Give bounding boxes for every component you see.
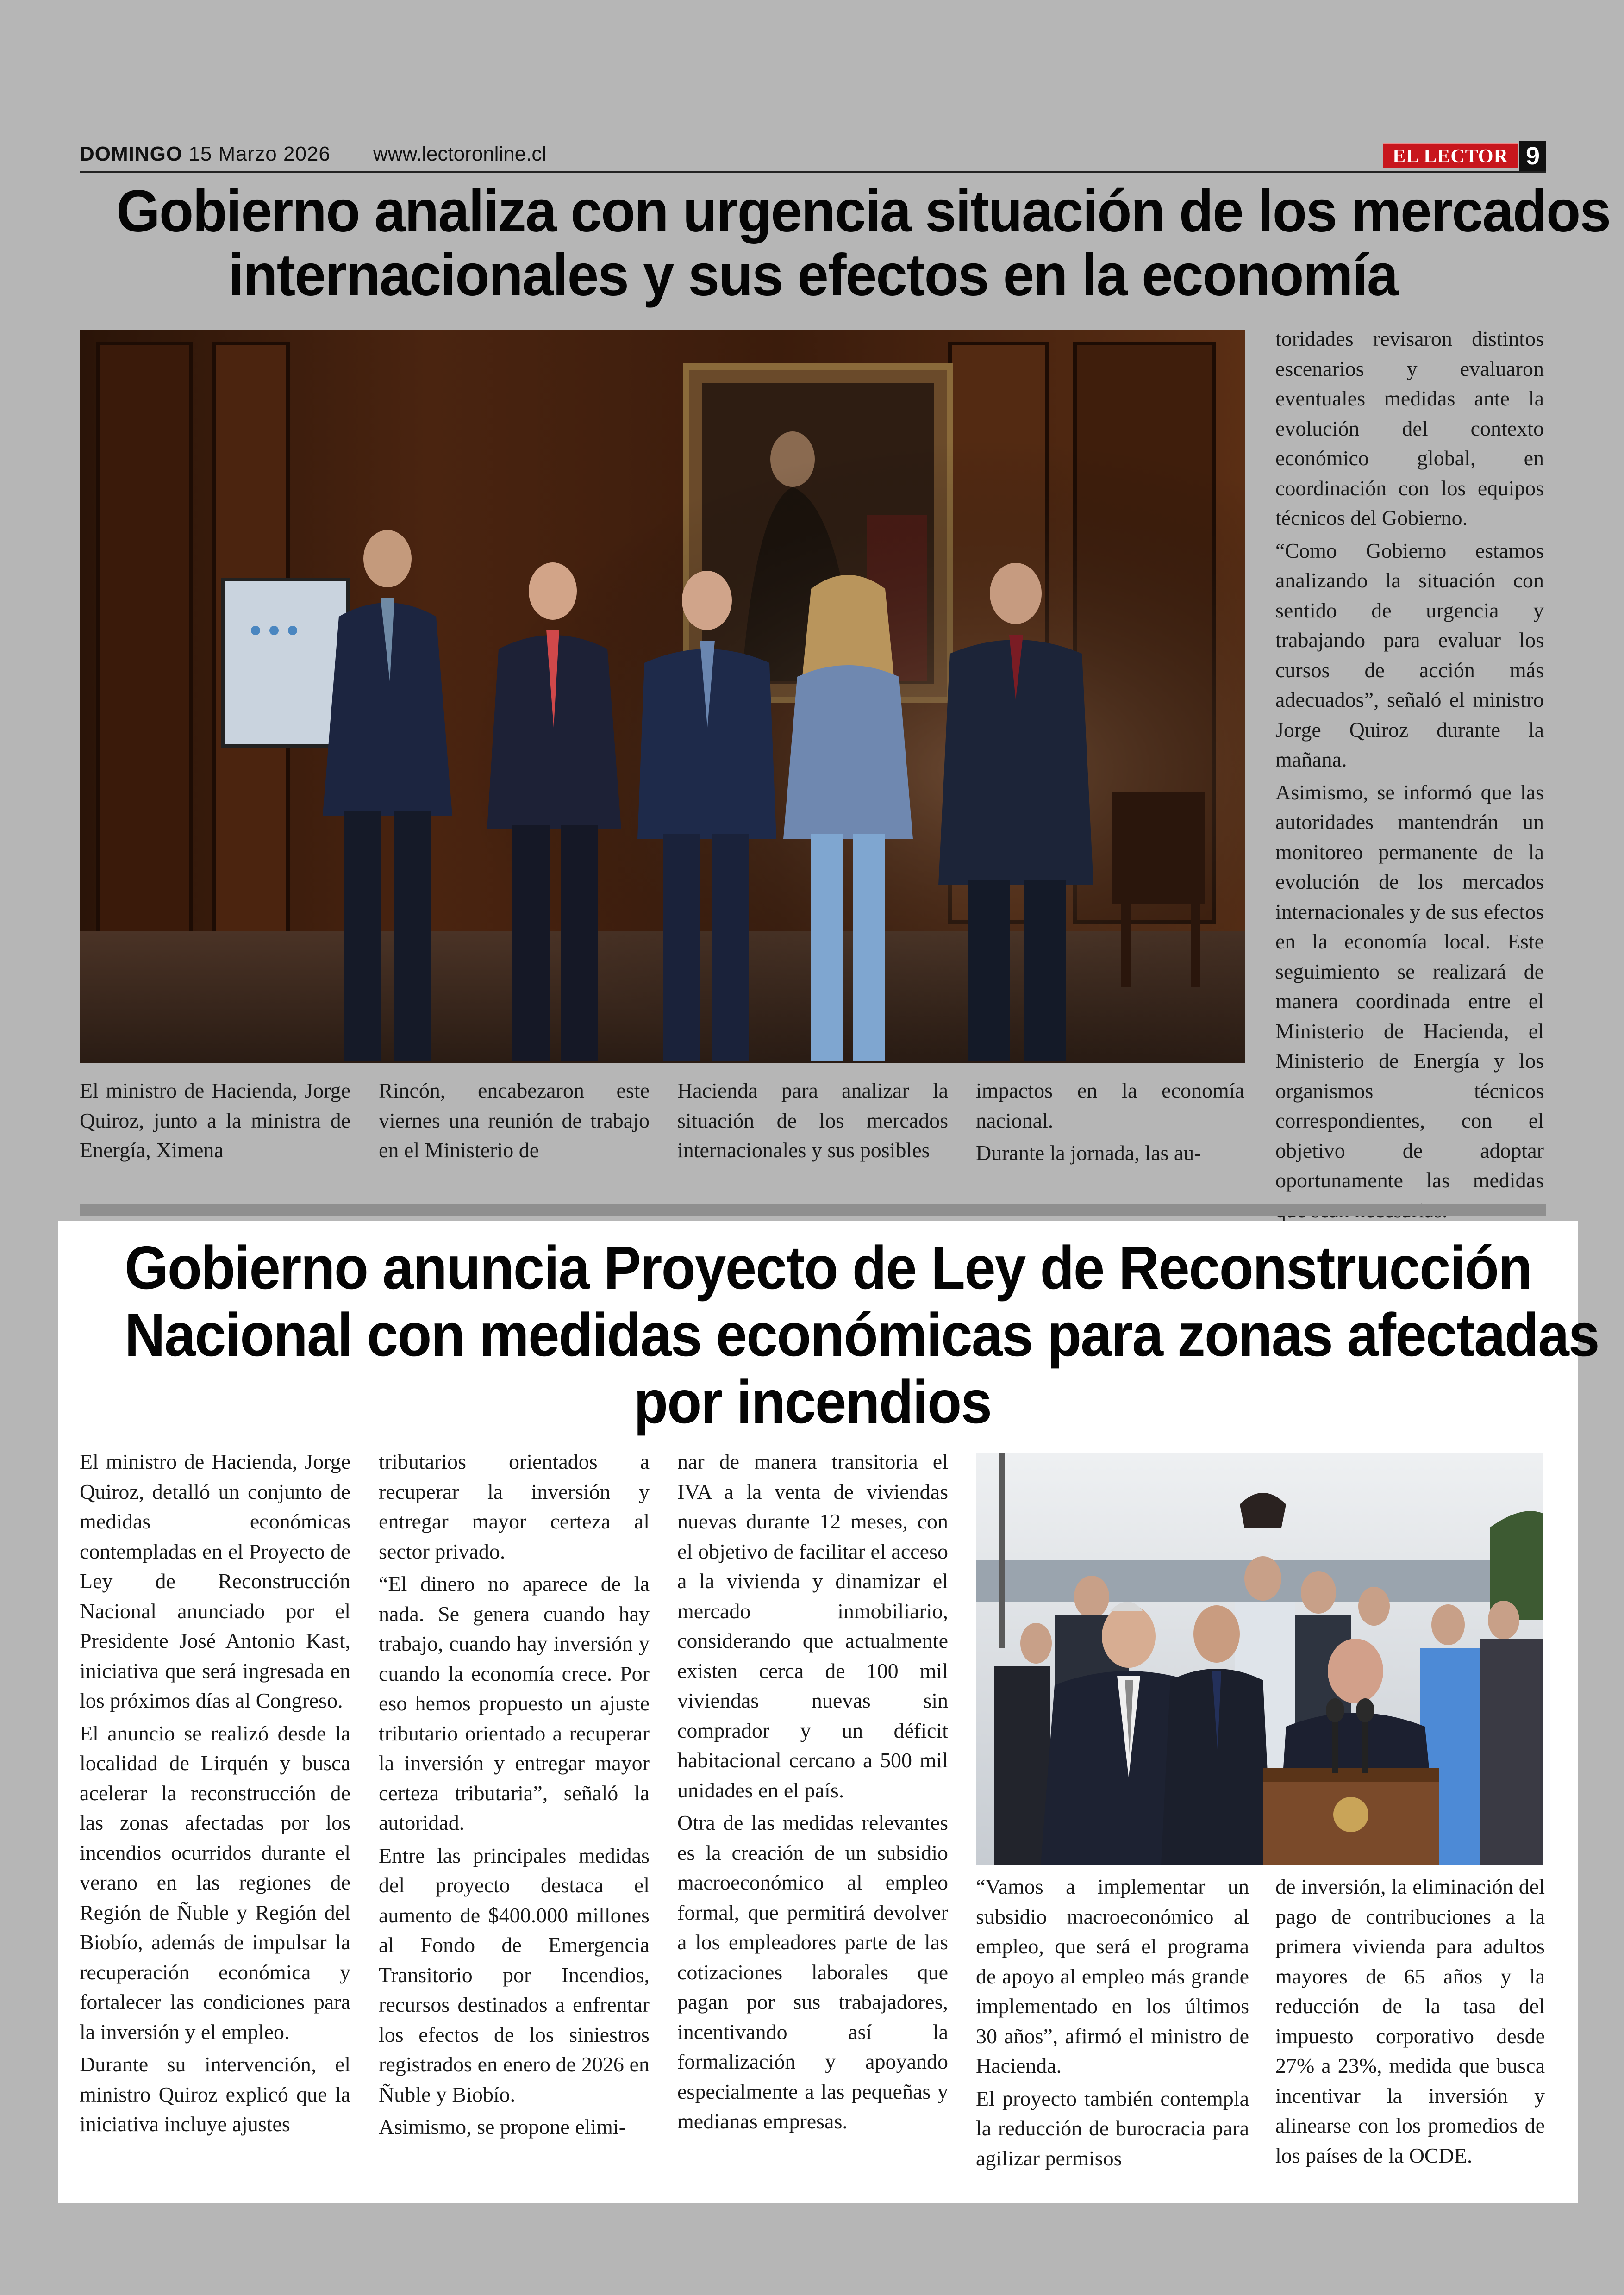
paragraph: Rincón, encabezaron este viernes una reunión de trabajo en el Ministerio de	[379, 1079, 650, 1162]
paragraph: Asimismo, se informó que las autoridades mantendrán un monitoreo permanente de la evolución de los mercados internacionales y de sus efectos en la economía local. Este seguimiento se realizará de manera coordinada entre el Ministerio de Hacienda, el Ministerio de Energía y los organismos técnicos correspondientes, con el objetivo de adoptar oportunamente las medidas	[1275, 780, 1544, 1192]
story-2-col-1	[80, 1447, 350, 2142]
paragraph: Entre las principales medidas del proyecto destaca el aumento de $400.000 millones al Fondo de Emergencia Transitorio por Incendios, recursos destinados a enfrentar los efectos de los siniestros registrados en enero de 2026 en Ñuble y Biobío.	[379, 1843, 650, 2106]
paragraph: toridades revisaron distintos escenarios y evaluaron eventuales medidas ante la evolución del contexto económico global, en coordinación con los equipos técnicos del Gobierno.	[1275, 327, 1544, 530]
paragraph: Durante su intervención, el ministro Quiroz explicó que la iniciativa incluye ajustes	[80, 2052, 350, 2136]
section-divider	[80, 1204, 1546, 1216]
paragraph: El ministro de Hacienda, Jorge Quiroz, detalló un conjunto de medidas económicas contempladas en el Proyecto de Ley de Reconstrucción Nacional anunciado por el Presidente José Antonio Kast, iniciativa que será ingresada en los próximos días al Congreso.	[80, 1450, 350, 1712]
headline-1-line-1: Gobierno analiza con urgencia situación de los mercados	[116, 178, 1611, 244]
story-1-caption-col-3	[677, 1076, 948, 1168]
issue-date	[80, 143, 331, 166]
headline-story-1	[116, 178, 1611, 308]
headline-2-line-1: Gobierno anuncia Proyecto de Ley de Reconstrucción	[125, 1234, 1532, 1302]
page-header	[80, 139, 1546, 171]
page-number: 9	[1519, 141, 1546, 171]
paragraph: tributarios orientados a recuperar la inversión y entregar mayor certeza al sector privado.	[379, 1450, 650, 1563]
story-2-col-5	[1275, 1872, 1545, 2173]
headline-1-line-2: internacionales y sus efectos en la economía	[228, 242, 1398, 308]
headline-2-line-2: Nacional con medidas económicas para zonas afectadas	[125, 1301, 1599, 1369]
issue-date-text: 15 Marzo 2026	[188, 143, 331, 165]
story-1-caption-col-1	[80, 1076, 350, 1168]
story-2-col-3	[677, 1447, 948, 2139]
paragraph: nar de manera transitoria el IVA a la venta de viviendas nuevas durante 12 meses, con el objetivo de facilitar el acceso a la vivienda y dinamizar el mercado inmobiliario, considerando que actualmente existen cerca de 100 mil viviendas nuevas sin comprador y un déficit habitacional cercano a 500 mil unidades en el país.	[677, 1450, 948, 1802]
newspaper-logo: EL LECTOR	[1383, 143, 1518, 168]
story-1-caption-col-4	[976, 1076, 1244, 1171]
paragraph: El anuncio se realizó desde la localidad de Lirquén y busca acelerar la reconstrucción de las zonas afectadas por los incendios ocurridos durante el verano en las regiones de Región de Ñuble y Región del Biobío, además de impulsar la recuperación económica y fortalecer las condiciones para la inversión y el empleo.	[80, 1721, 350, 2044]
headline-story-2	[125, 1234, 1599, 1436]
website-link[interactable]: www.lectoronline.cl	[373, 143, 547, 165]
paragraph: “Vamos a implementar un subsidio macroeconómico al empleo, que será el programa de apoyo al empleo más grande implementado en los últimos 30 años”, afirmó el ministro de Hacienda.	[976, 1875, 1249, 2077]
paragraph: Otra de las medidas relevantes es la creación de un subsidio macroeconómico al empleo formal, que permitirá devolver a los empleadores parte de las cotizaciones laborales que pagan por sus trabajadores, incentivando así la formalización y apoyando especialmente a las pequeñas y medianas empresas.	[677, 1811, 948, 2133]
story-1-caption-col-2	[379, 1076, 650, 1168]
paragraph: El ministro de Hacienda, Jorge Quiroz, junto a la ministra de Energía, Ximena	[80, 1079, 350, 1162]
headline-2-line-3: por incendios	[633, 1368, 992, 1436]
paragraph: Durante la jornada, las au-	[976, 1141, 1201, 1165]
story-2-col-2	[379, 1447, 650, 2145]
photo-press-conference	[976, 1453, 1543, 1865]
paragraph: “El dinero no aparece de la nada. Se genera cuando hay trabajo, cuando hay inversión y cuando la economía crece. Por eso hemos propuesto un ajuste tributario orientado a recuperar la inversión y entregar mayor certeza tributaria”, señaló la autoridad.	[379, 1572, 650, 1834]
paragraph: “Como Gobierno estamos analizando la situación con sentido de urgencia y trabajando para evaluar los cursos de acción más adecuados”, señaló el ministro Jorge Quiroz durante la mañana.	[1275, 538, 1544, 771]
paragraph: Hacienda para analizar la situación de los mercados internacionales y sus posibles	[677, 1079, 948, 1162]
issue-day: DOMINGO	[80, 143, 183, 165]
story-2-col-4	[976, 1872, 1249, 2176]
story-1-right-column	[1275, 324, 1544, 1228]
photo-ministers-meeting	[80, 330, 1245, 1063]
paragraph: Asimismo, se propone elimi-	[379, 2115, 626, 2139]
header-rule	[80, 171, 1546, 173]
paragraph: El proyecto también contempla la reducción de burocracia para agilizar permisos	[976, 2086, 1249, 2170]
paragraph: de inversión, la eliminación del pago de contribuciones a la primera vivienda para adultos mayores de 65 años y la reducción de la tasa del impuesto corporativo desde 27% a 23%, medida que busca incentivar la inversión y alinearse con los promedios de los países de la OCDE.	[1275, 1875, 1545, 2167]
paragraph: impactos en la economía nacional.	[976, 1079, 1244, 1132]
